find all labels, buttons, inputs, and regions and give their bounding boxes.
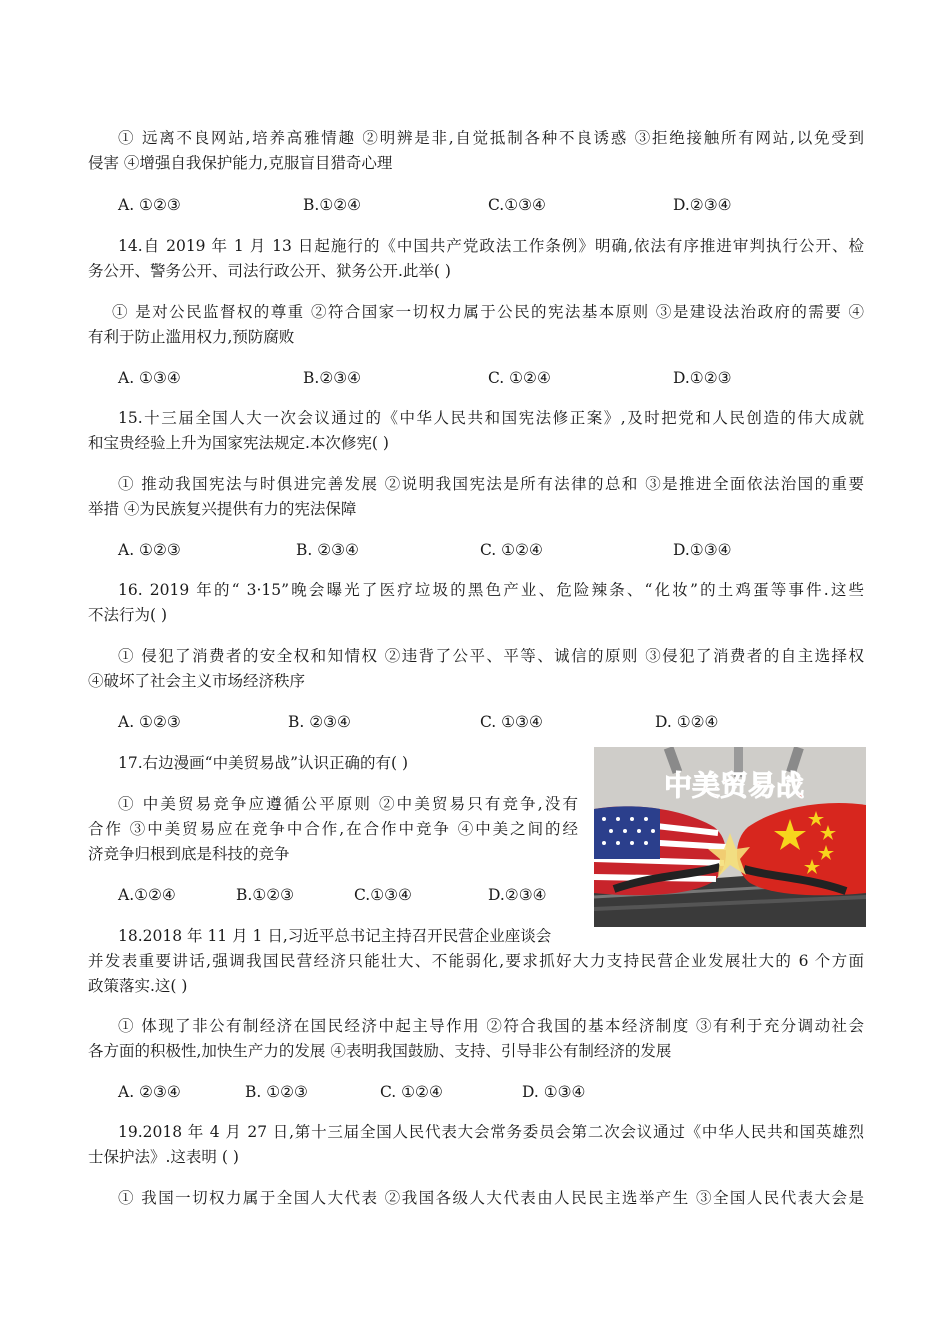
q19-stem-line1: 19.2018 年 4 月 27 日,第十三届全国人民代表大会常务委员会第二次会议通过《中华人民共和国英雄烈 [118,1123,864,1141]
q13-options [0,195,950,217]
q19-stem-line2: 士保护法》.这表明 ( ) [88,1148,239,1166]
q16-option-b[interactable]: B. ②③④ [288,713,351,731]
q18-stem-line1: 18.2018 年 11 月 1 日,习近平总书记主持召开民营企业座谈会 [118,927,552,945]
q17-statement-line2: 合作 ③中美贸易应在竞争中合作,在合作中竞争 ④中美之间的经 [88,820,578,838]
q14-option-d[interactable]: D.①②③ [673,369,732,387]
q14-option-c[interactable]: C. ①②④ [488,369,551,387]
q18-stem-line3: 政策落实.这( ) [88,977,188,995]
q13-option-d[interactable]: D.②③④ [673,196,732,214]
q16-statement-line1: ① 侵犯了消费者的安全权和知情权 ②违背了公平、平等、诚信的原则 ③侵犯了消费者的自主选择权 [118,647,864,665]
q18-options [0,1082,950,1104]
q14-statement-line1: ① 是对公民监督权的尊重 ②符合国家一切权力属于公民的宪法基本原则 ③是建设法治政府的需要 ④ [112,303,864,321]
cartoon-title: 中美贸易战 [664,769,805,802]
q14-statement-line2: 有利于防止滥用权力,预防腐败 [88,328,295,346]
q18-option-c[interactable]: C. ①②④ [380,1083,443,1101]
q17-stem: 17.右边漫画“中美贸易战”认识正确的有( ) [118,754,409,772]
q13-option-b[interactable]: B.①②④ [303,196,362,214]
q19-statement-line1: ① 我国一切权力属于全国人大代表 ②我国各级人大代表由人民民主选举产生 ③全国人民代表大会是 [118,1189,864,1207]
q14-stem-line2: 务公开、警务公开、司法行政公开、狱务公开.此举( ) [88,262,451,280]
q18-option-b[interactable]: B. ①②③ [245,1083,308,1101]
q16-option-d[interactable]: D. ①②④ [655,713,719,731]
q16-stem-line1: 16. 2019 年的“ 3·15”晚会曝光了医疗垃圾的黑色产业、危险辣条、“化妆”的土鸡蛋等事件.这些 [118,581,864,599]
q18-statement-line2: 各方面的积极性,加快生产力的发展 ④表明我国鼓励、支持、引导非公有制经济的发展 [88,1042,672,1060]
q15-option-a[interactable]: A. ①②③ [118,541,181,559]
q17-option-d[interactable]: D.②③④ [488,886,547,904]
q16-options [0,712,950,734]
q18-stem-line2: 并发表重要讲话,强调我国民营经济只能壮大、不能弱化,要求抓好大力支持民营企业发展壮大的 6 个方面 [88,952,864,970]
q17-option-a[interactable]: A.①②④ [118,886,176,904]
q15-stem-line2: 和宝贵经验上升为国家宪法规定.本次修宪( ) [88,434,389,452]
q16-option-c[interactable]: C. ①③④ [480,713,543,731]
q16-option-a[interactable]: A. ①②③ [118,713,181,731]
q14-options [0,368,950,390]
q13-statement-line2: 侵害 ④增强自我保护能力,克服盲目猎奇心理 [88,154,393,172]
q14-stem-line1: 14.自 2019 年 1 月 13 日起施行的《中国共产党政法工作条例》明确,依法有序推进审判执行公开、检 [118,237,864,255]
trade-war-illustration [594,747,866,927]
q17-option-b[interactable]: B.①②③ [236,886,295,904]
q14-option-b[interactable]: B.②③④ [303,369,362,387]
q16-stem-line2: 不法行为( ) [88,606,168,624]
q14-option-a[interactable]: A. ①③④ [118,369,181,387]
q13-statement-line1: ① 远离不良网站,培养高雅情趣 ②明辨是非,自觉抵制各种不良诱惑 ③拒绝接触所有网站,以免受到 [118,129,864,147]
q15-options [0,540,950,562]
q13-option-a[interactable]: A. ①②③ [118,196,181,214]
q18-option-d[interactable]: D. ①③④ [522,1083,586,1101]
q13-option-c[interactable]: C.①③④ [488,196,546,214]
q18-option-a[interactable]: A. ②③④ [118,1083,181,1101]
q15-option-d[interactable]: D.①③④ [673,541,732,559]
q15-statement-line2: 举措 ④为民族复兴提供有力的宪法保障 [88,500,357,518]
q18-statement-line1: ① 体现了非公有制经济在国民经济中起主导作用 ②符合我国的基本经济制度 ③有利于充分调动社会 [118,1017,864,1035]
q16-statement-line2: ④破坏了社会主义市场经济秩序 [88,672,306,690]
q15-option-b[interactable]: B. ②③④ [296,541,359,559]
q15-option-c[interactable]: C. ①②④ [480,541,543,559]
q17-option-c[interactable]: C.①③④ [354,886,412,904]
q17-statement-line1: ① 中美贸易竞争应遵循公平原则 ②中美贸易只有竞争,没有 [118,795,578,813]
q15-statement-line1: ① 推动我国宪法与时俱进完善发展 ②说明我国宪法是所有法律的总和 ③是推进全面依法治国的重要 [118,475,864,493]
trade-war-cartoon [594,747,866,927]
q15-stem-line1: 15.十三届全国人大一次会议通过的《中华人民共和国宪法修正案》,及时把党和人民创造的伟大成就 [118,409,864,427]
q17-statement-line3: 济竞争归根到底是科技的竞争 [88,845,290,863]
